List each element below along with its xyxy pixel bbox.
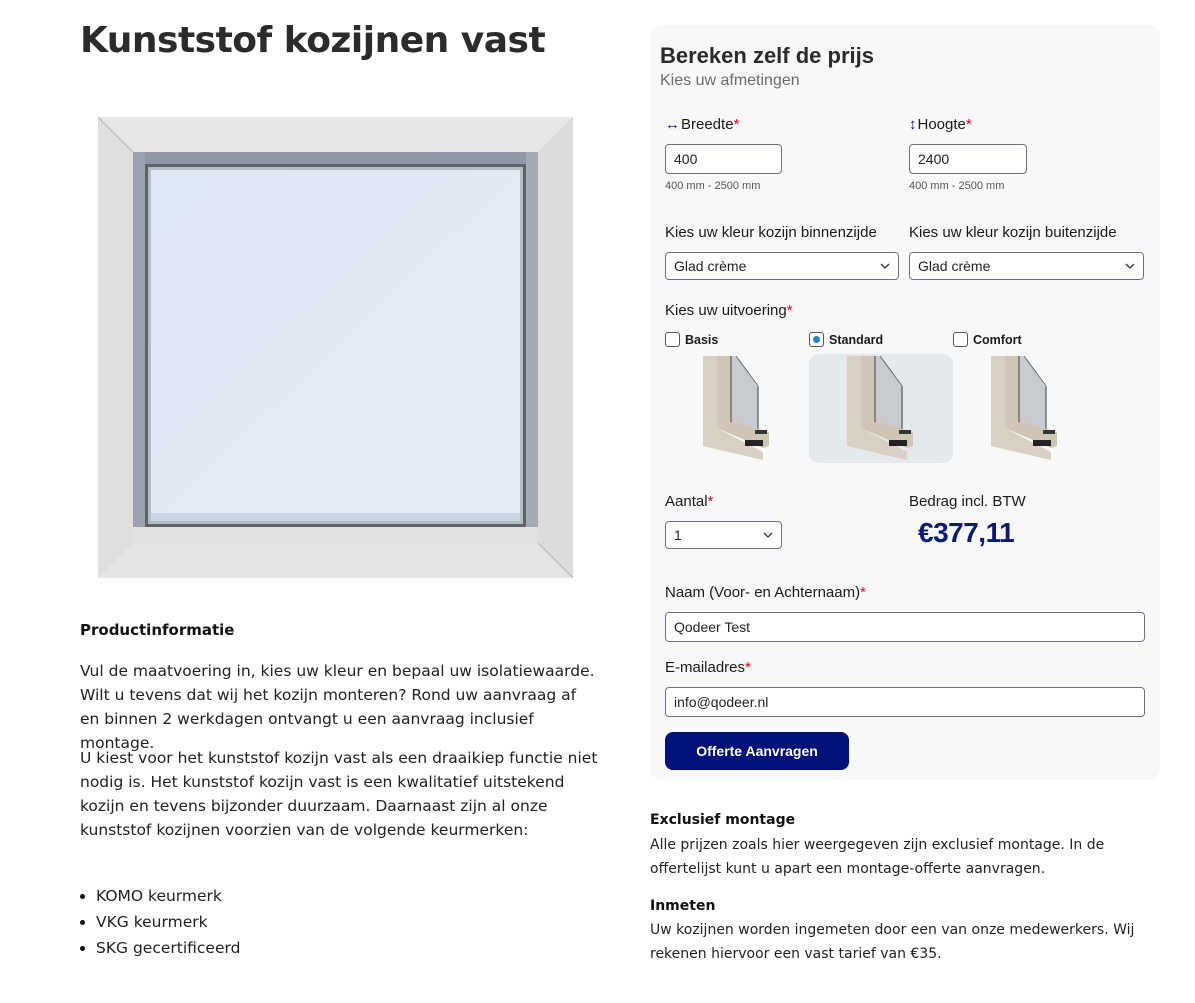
required-mark: * (965, 116, 972, 133)
calculator-title: Bereken zelf de prijs (660, 43, 874, 68)
price-amount: €377,11 (918, 517, 1015, 548)
required-mark: * (707, 493, 714, 510)
width-label (665, 116, 739, 133)
color-inside-label: Kies uw kleur kozijn binnenzijde (665, 224, 877, 241)
email-label (665, 659, 751, 676)
name-label (665, 584, 866, 601)
product-info-paragraph: Vul de maatvoering in, kies uw kleur en bepaal uw isolatiewaarde. Wilt u tevens dat wij het kozijn monteren? Rond uw aanvraag af en binnen 2 werkdagen ontvangt u een aanvraag inclusief montage. (80, 662, 595, 752)
name-input[interactable]: Qodeer Test (665, 612, 1145, 642)
name-label-text: Naam (Voor- en Achternaam) (665, 584, 861, 601)
checkbox-selected[interactable] (809, 332, 824, 347)
width-label-text: Breedte (681, 116, 734, 133)
variant-image-comfort[interactable] (953, 354, 1097, 463)
note-title-inmeten: Inmeten (650, 898, 716, 914)
product-info-title: Productinformatie (80, 621, 235, 639)
email-label-text: E-mailadres (665, 659, 746, 676)
color-inside-value: Glad crème (674, 258, 747, 274)
height-hint: 400 mm - 2500 mm (909, 180, 1005, 192)
frame-profile-image (991, 356, 1059, 460)
variant-option-basis[interactable] (665, 332, 718, 347)
frame-profile-image (847, 356, 915, 460)
price-calculator-card (650, 25, 1160, 780)
variant-option-label: Comfort (973, 332, 1022, 347)
required-mark: * (860, 584, 866, 601)
note-text-montage: Alle prijzen zoals hier weergegeven zijn exclusief montage. In de offertelijst kunt u apart een montage-offerte aanvragen. (650, 837, 1105, 877)
checkbox[interactable] (665, 332, 680, 347)
note-title-montage: Exclusief montage (650, 812, 796, 828)
product-image (98, 117, 573, 578)
variant-image-standard[interactable] (809, 354, 953, 463)
quantity-value: 1 (674, 527, 682, 543)
variant-option-label: Basis (685, 332, 719, 347)
color-outside-value: Glad crème (918, 258, 991, 274)
certification-list (96, 883, 240, 961)
variant-label-text: Kies uw uitvoering (665, 302, 787, 319)
quantity-label-text: Aantal (665, 493, 708, 510)
arrows-horizontal-icon: ↔ (665, 116, 680, 133)
height-label (909, 116, 972, 133)
variant-option-label: Standard (829, 332, 884, 347)
required-mark: * (745, 659, 751, 676)
color-outside-select[interactable] (909, 252, 1144, 280)
variant-image-basis[interactable] (665, 354, 809, 463)
chevron-down-icon (880, 261, 890, 271)
required-mark: * (786, 302, 793, 319)
amount-label: Bedrag incl. BTW (909, 493, 1026, 510)
height-input[interactable]: 2400 (909, 144, 1027, 174)
request-quote-button[interactable]: Offerte Aanvragen (665, 732, 849, 770)
note-text-inmeten: Uw kozijnen worden ingemeten door een van onze medewerkers. Wij rekenen hiervoor een vast tarief van €35. (650, 922, 1135, 962)
email-input[interactable]: info@qodeer.nl (665, 687, 1145, 717)
variant-option-standard[interactable] (809, 332, 883, 347)
color-inside-select[interactable] (665, 252, 899, 280)
required-mark: * (733, 116, 740, 133)
chevron-down-icon (763, 530, 773, 540)
certification-item: VKG keurmerk (96, 909, 240, 935)
page-title: Kunststof kozijnen vast (80, 20, 546, 61)
width-input[interactable]: 400 (665, 144, 782, 174)
product-info-paragraph: U kiest voor het kunststof kozijn vast als een draaikiep functie niet nodig is. Het kunststof kozijn vast is een kwalitatief uitstekend kozijn en tevens bijzonder duurzaam. Daarnaast zijn al onze kunststof kozijnen voorzien van de volgende keurmerken: (80, 749, 598, 839)
checkbox[interactable] (953, 332, 968, 347)
width-hint: 400 mm - 2500 mm (665, 180, 761, 192)
color-outside-label: Kies uw kleur kozijn buitenzijde (909, 224, 1117, 241)
certification-item: KOMO keurmerk (96, 883, 240, 909)
window-frame-illustration (98, 117, 573, 578)
quantity-label (665, 493, 713, 510)
certification-item: SKG gecertificeerd (96, 935, 240, 961)
variant-option-comfort[interactable] (953, 332, 1022, 347)
quantity-select[interactable] (665, 521, 782, 549)
calculator-subtitle: Kies uw afmetingen (660, 72, 800, 89)
arrows-vertical-icon: ↕ (909, 116, 917, 133)
height-label-text: Hoogte (917, 116, 966, 133)
variant-label (665, 302, 793, 319)
frame-profile-image (703, 356, 771, 460)
chevron-down-icon (1125, 261, 1135, 271)
